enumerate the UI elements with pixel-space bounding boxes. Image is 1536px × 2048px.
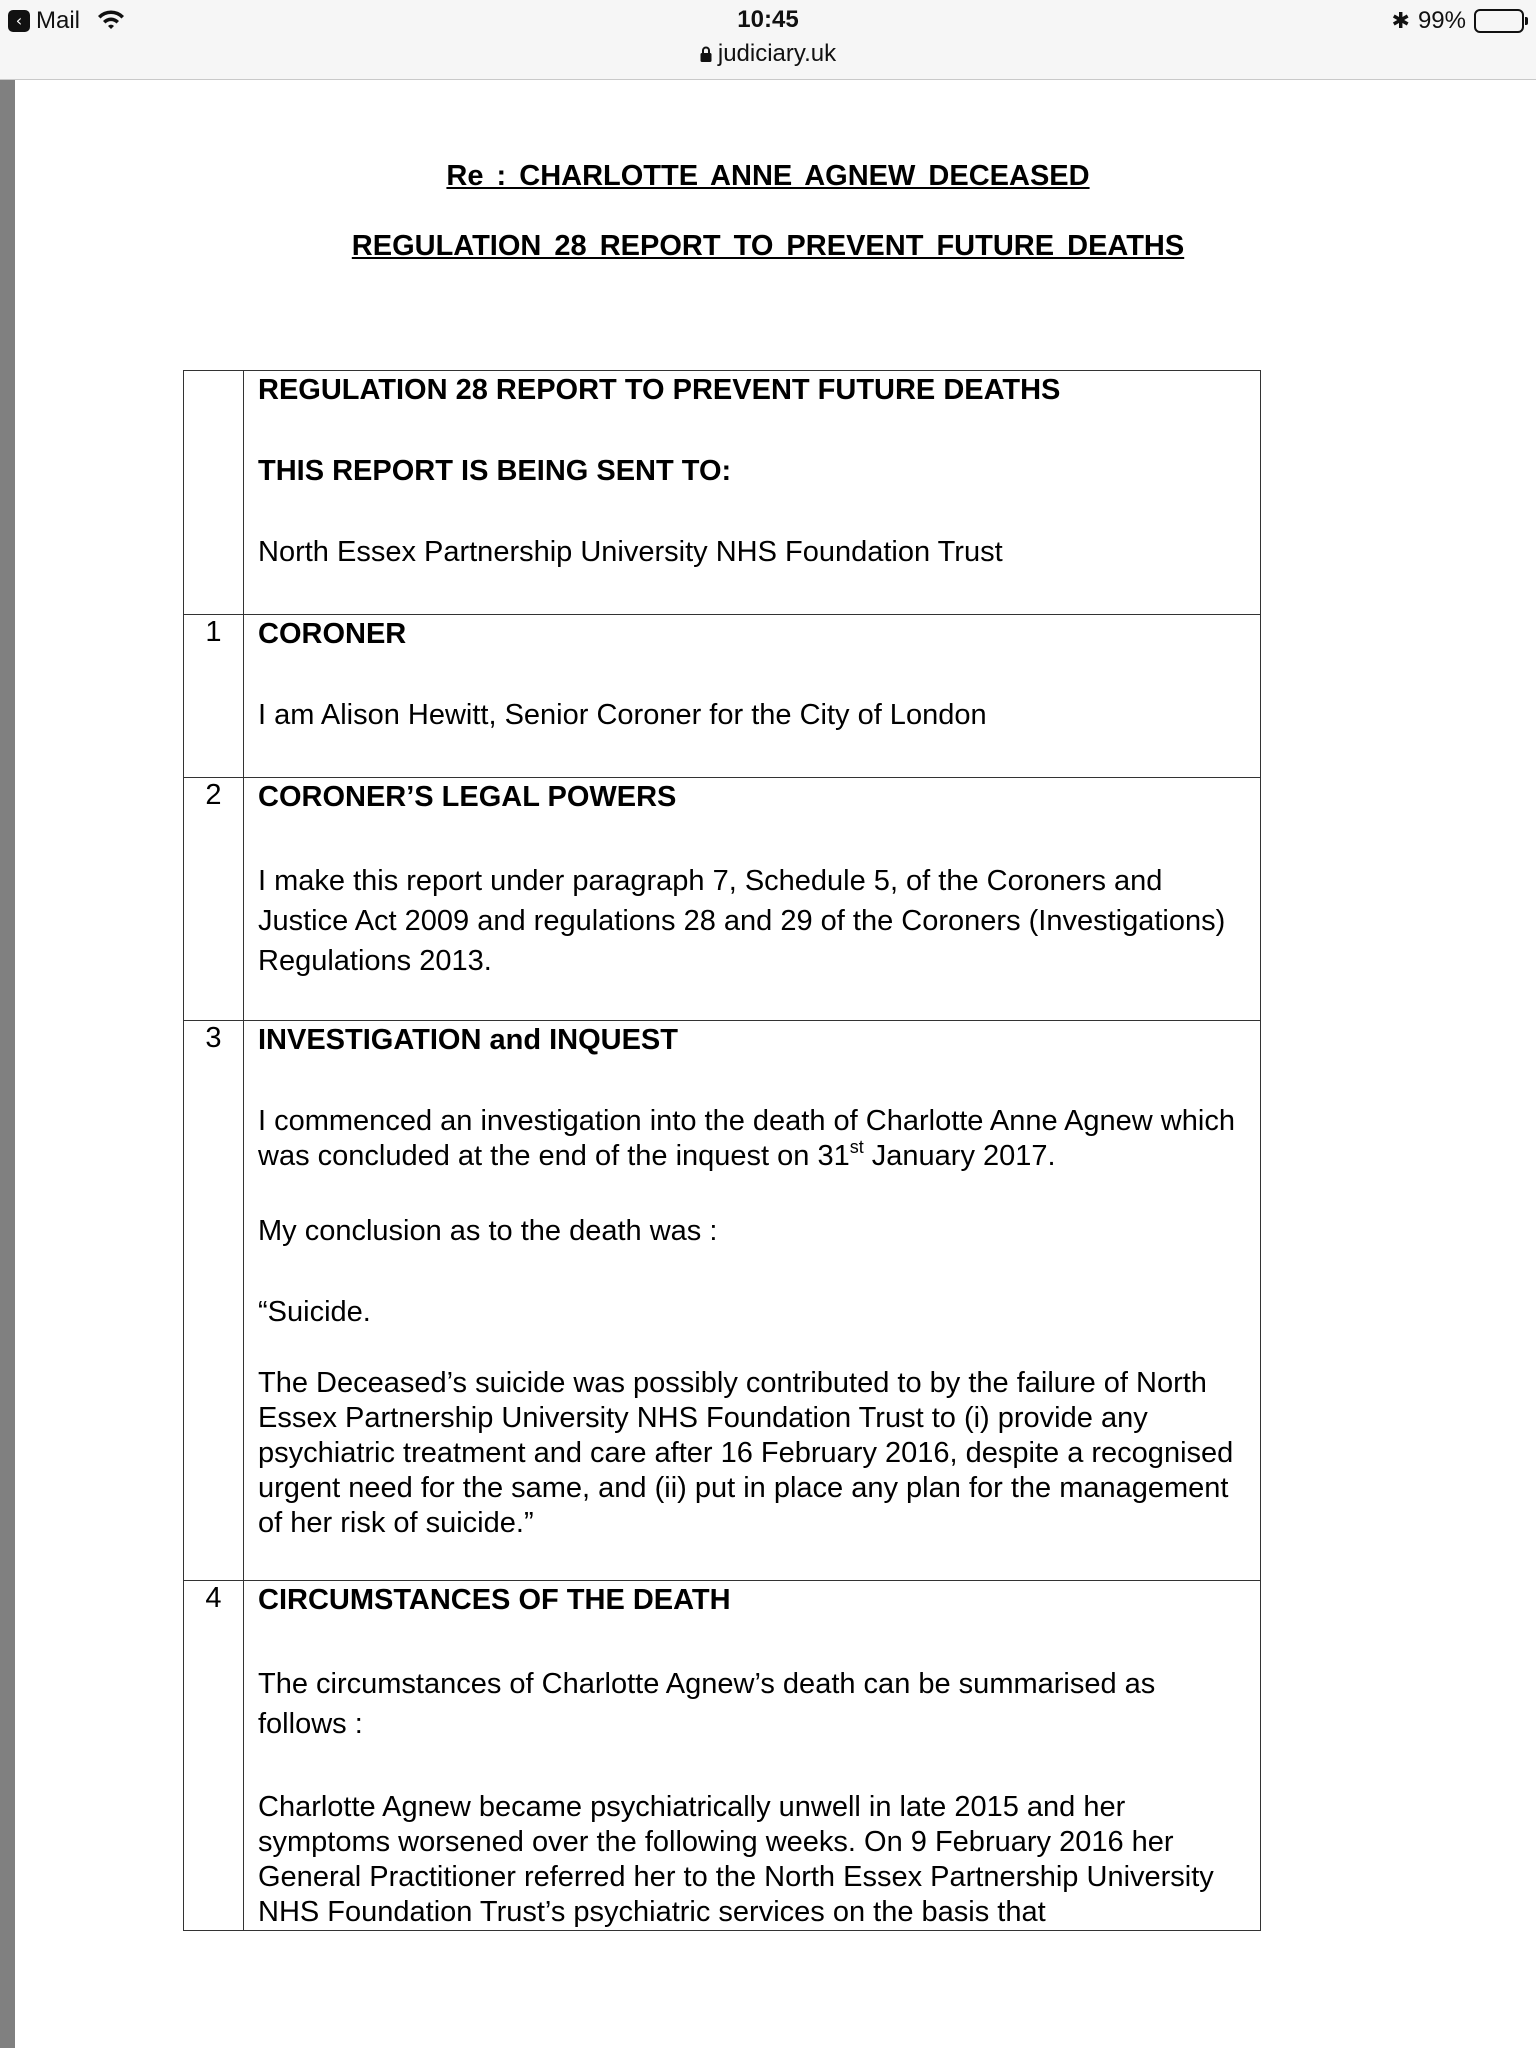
- intro-cell: [244, 371, 1261, 615]
- ordinal-suffix: st: [849, 1137, 864, 1157]
- row-number-cell: [184, 371, 244, 615]
- section-heading: INVESTIGATION and INQUEST: [258, 1024, 678, 1056]
- table-row: [184, 615, 1261, 778]
- section-text-continued: Charlotte Agnew became psychiatrically unwell in late 2015 and her symptoms worsened over the following weeks. On 9 February 2016 her General Practitioner referred her to the North Essex Partnership University NHS Foundation Trust’s psychiatric services on the basis that: [258, 1791, 1214, 1928]
- table-row: [184, 1581, 1261, 1931]
- clock: 10:45: [737, 6, 799, 33]
- row-number: 4: [184, 1581, 244, 1931]
- section-heading: CIRCUMSTANCES OF THE DEATH: [258, 1584, 731, 1616]
- section-text: The circumstances of Charlotte Agnew’s death can be summarised as follows :: [258, 1668, 1156, 1740]
- table-row: [184, 1021, 1261, 1581]
- conclusion-intro: My conclusion as to the death was :: [258, 1215, 718, 1247]
- battery-icon: [1474, 9, 1524, 33]
- document-title: Re : CHARLOTTE ANNE AGNEW DECEASED: [446, 160, 1090, 192]
- recipient: North Essex Partnership University NHS Foundation Trust: [258, 536, 1003, 568]
- sent-to-label: THIS REPORT IS BEING SENT TO:: [258, 455, 732, 487]
- report-heading: REGULATION 28 REPORT TO PREVENT FUTURE DEATHS: [258, 374, 1061, 406]
- document-subtitle: REGULATION 28 REPORT TO PREVENT FUTURE DEATHS: [351, 230, 1185, 262]
- back-chevron-icon: ‹: [8, 10, 30, 32]
- table-row-intro: [184, 371, 1261, 615]
- battery-percentage: 99%: [1417, 7, 1466, 34]
- section-heading: CORONER: [258, 618, 407, 650]
- row-number: 3: [184, 1021, 244, 1581]
- section-cell: [244, 1581, 1261, 1931]
- section-heading: CORONER’S LEGAL POWERS: [258, 781, 677, 813]
- section-text: I make this report under paragraph 7, Schedule 5, of the Coroners and Justice Act 2009 and regulations 28 and 29 of the Coroners (Investigations) Regulations 2013.: [258, 865, 1226, 977]
- status-bar: [0, 0, 1536, 80]
- table-row: [184, 778, 1261, 1021]
- back-app-label: Mail: [36, 7, 81, 34]
- bluetooth-icon: ✱: [1391, 8, 1410, 34]
- row-number: 2: [184, 778, 244, 1021]
- lock-icon: [700, 46, 712, 62]
- section-cell: [244, 1021, 1261, 1581]
- row-number: 1: [184, 615, 244, 778]
- section-cell: [244, 778, 1261, 1021]
- address-bar[interactable]: [0, 40, 1536, 68]
- conclusion-quote-open: “Suicide.: [258, 1296, 371, 1328]
- status-right: [1392, 6, 1524, 36]
- report-table: [183, 370, 1261, 1931]
- section-cell: [244, 615, 1261, 778]
- conclusion-quote-body: The Deceased’s suicide was possibly contributed to by the failure of North Essex Partnership University NHS Foundation Trust to (i) provide any psychiatric treatment and care after 16 February 2016, despite a recognised urgent need for the same, and (ii) put in place any plan for the management of her risk of suicide.”: [258, 1367, 1234, 1539]
- section-text: I am Alison Hewitt, Senior Coroner for the City of London: [258, 699, 987, 731]
- section-text: I commenced an investigation into the death of Charlotte Anne Agnew which was concluded at the end of the inquest on 31st January 2017.: [258, 1105, 1235, 1172]
- url-text: judiciary.uk: [717, 40, 837, 67]
